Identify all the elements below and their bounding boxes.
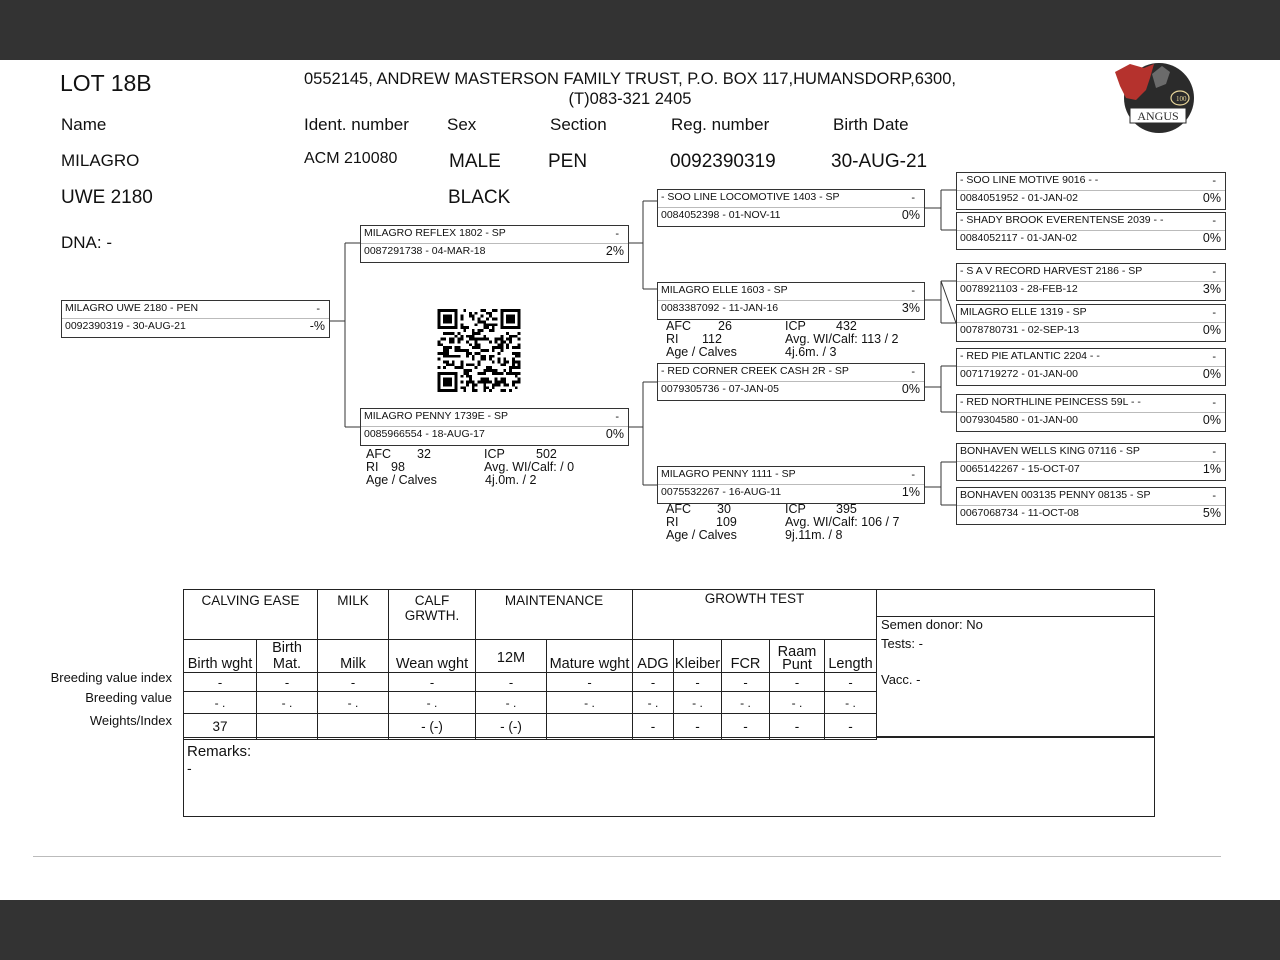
- dds-pct: 1%: [1202, 462, 1221, 476]
- group-milk: MILK: [318, 590, 389, 640]
- stat-age-label: Age / Calves: [666, 528, 737, 542]
- sdd-pct: 0%: [1202, 323, 1221, 337]
- pedigree-sire: [360, 225, 629, 263]
- dss-name: - RED PIE ATLANTIC 2204 - -: [960, 350, 1100, 362]
- dsd-name: - RED NORTHLINE PEINCESS 59L - -: [960, 396, 1141, 408]
- col-milk: Milk: [318, 640, 389, 673]
- ssd-name: - SHADY BROOK EVERENTENSE 2039 - -: [960, 214, 1164, 226]
- bvi-row: [184, 673, 877, 692]
- stat-ri-label: RI: [666, 515, 679, 529]
- ssd-pct: 0%: [1202, 231, 1221, 245]
- subject-reg: 0092390319 - 30-AUG-21: [65, 320, 186, 332]
- stat-age-label: Age / Calves: [366, 473, 437, 487]
- wi-cell: -: [722, 714, 770, 740]
- sdd-dash: -: [1212, 307, 1216, 319]
- dam-name: MILAGRO PENNY 1739E - SP: [364, 410, 508, 422]
- bvi-cell: -: [547, 673, 633, 692]
- col-12m: 12M: [476, 640, 547, 673]
- box-divider: [957, 190, 1225, 191]
- bvi-cell: -: [770, 673, 825, 692]
- tests: Tests: -: [881, 636, 923, 651]
- animal-name-2: UWE 2180: [61, 187, 153, 208]
- col-birth-mat: Birth Mat.: [257, 640, 318, 673]
- header-ident: Ident. number: [304, 115, 409, 134]
- pedigree-dam: [360, 408, 629, 446]
- box-divider: [361, 243, 628, 244]
- pedigree-subject: [61, 300, 330, 338]
- pedigree-dam-sire: [657, 363, 925, 401]
- col-adg: ADG: [633, 640, 674, 673]
- animal-colour: BLACK: [448, 187, 511, 208]
- box-divider: [957, 461, 1225, 462]
- dam-stats: [366, 448, 616, 488]
- header-reg: Reg. number: [671, 115, 770, 134]
- ss-dash: -: [911, 192, 915, 204]
- animal-ident: ACM 210080: [304, 150, 398, 167]
- col-length: Length: [825, 640, 877, 673]
- pedigree-sire-dam: [657, 282, 925, 320]
- col-kleiber: Kleiber: [674, 640, 722, 673]
- dam-reg: 0085966554 - 18-AUG-17: [364, 428, 485, 440]
- sds-name: - S A V RECORD HARVEST 2186 - SP: [960, 265, 1143, 277]
- ddd-reg: 0067068734 - 11-OCT-08: [960, 507, 1079, 519]
- wi-cell: - (-): [476, 714, 547, 740]
- animal-name: MILAGRO: [61, 151, 140, 170]
- col-raam-punt: Raam Punt: [770, 640, 825, 673]
- sd-name: MILAGRO ELLE 1603 - SP: [661, 284, 788, 296]
- stat-icp: 432: [836, 319, 857, 333]
- col-wean-wght: Wean wght: [389, 640, 476, 673]
- subject-pct: -%: [309, 319, 325, 333]
- sd-dash: -: [911, 285, 915, 297]
- stat-icp-label: ICP: [785, 319, 806, 333]
- sire-dash: -: [615, 228, 619, 240]
- remarks-text: -: [187, 760, 192, 776]
- pedigree-sds: [956, 263, 1226, 301]
- bvi-cell: -: [825, 673, 877, 692]
- dd-dash: -: [911, 469, 915, 481]
- bv-cell: - .: [318, 692, 389, 714]
- dds-dash: -: [1212, 446, 1216, 458]
- wi-cell: -: [674, 714, 722, 740]
- box-divider: [361, 426, 628, 427]
- ddd-dash: -: [1212, 490, 1216, 502]
- box-divider: [957, 322, 1225, 323]
- bv-cell: - .: [257, 692, 318, 714]
- col-fcr: FCR: [722, 640, 770, 673]
- row-label-bv: Breeding value: [85, 690, 172, 705]
- animal-birth: 30-AUG-21: [831, 151, 928, 172]
- col-mature-wght: Mature wght: [547, 640, 633, 673]
- sss-dash: -: [1212, 175, 1216, 187]
- box-divider: [658, 300, 924, 301]
- bvi-cell: -: [476, 673, 547, 692]
- bvi-cell: -: [184, 673, 257, 692]
- wi-row: [184, 714, 877, 740]
- wi-cell: 37: [184, 714, 257, 740]
- footer-divider: [33, 856, 1221, 857]
- pedigree-dsd: [956, 394, 1226, 432]
- box-divider: [957, 412, 1225, 413]
- sdd-reg: 0078780731 - 02-SEP-13: [960, 324, 1080, 336]
- sss-name: - SOO LINE MOTIVE 9016 - -: [960, 174, 1099, 186]
- bottom-bar: [0, 900, 1280, 960]
- stat-avg: Avg. WI/Calf: 106 / 7: [785, 515, 900, 529]
- sd-pct: 3%: [901, 301, 920, 315]
- stat-afc-label: AFC: [366, 447, 391, 461]
- bvi-cell: -: [257, 673, 318, 692]
- header-sex: Sex: [447, 115, 477, 134]
- ss-name: - SOO LINE LOCOMOTIVE 1403 - SP: [661, 191, 840, 203]
- owner-line-2: (T)083-321 2405: [568, 90, 692, 108]
- box-divider: [658, 207, 924, 208]
- pedigree-dss: [956, 348, 1226, 386]
- header-birth: Birth Date: [833, 115, 909, 134]
- sss-reg: 0084051952 - 01-JAN-02: [960, 192, 1078, 204]
- dss-pct: 0%: [1202, 367, 1221, 381]
- sds-pct: 3%: [1202, 282, 1221, 296]
- dam-dam-stats: [666, 503, 926, 543]
- ddd-name: BONHAVEN 003135 PENNY 08135 - SP: [960, 489, 1151, 501]
- bv-row: [184, 692, 877, 714]
- ssd-reg: 0084052117 - 01-JAN-02: [960, 232, 1078, 244]
- pedigree-ssd: [956, 212, 1226, 250]
- animal-sex: MALE: [449, 151, 501, 172]
- stat-afc-label: AFC: [666, 319, 691, 333]
- stat-ri-label: RI: [366, 460, 379, 474]
- stat-age: 4j.6m. / 3: [785, 345, 837, 359]
- subject-name: MILAGRO UWE 2180 - PEN: [65, 302, 199, 314]
- group-header-row: [184, 590, 877, 640]
- stat-icp-label: ICP: [785, 502, 806, 516]
- stat-age: 9j.11m. / 8: [785, 528, 843, 542]
- wi-cell: [547, 714, 633, 740]
- stat-icp: 395: [836, 502, 857, 516]
- pedigree-ddd: [956, 487, 1226, 525]
- sds-dash: -: [1212, 266, 1216, 278]
- bv-cell: - .: [722, 692, 770, 714]
- box-divider: [658, 381, 924, 382]
- ss-reg: 0084052398 - 01-NOV-11: [661, 209, 781, 221]
- breeding-value-table: [183, 589, 877, 740]
- dss-dash: -: [1212, 351, 1216, 363]
- dss-reg: 0071719272 - 01-JAN-00: [960, 368, 1078, 380]
- stat-age-label: Age / Calves: [666, 345, 737, 359]
- wi-cell: [318, 714, 389, 740]
- logo-text: ANGUS: [1137, 109, 1179, 123]
- ds-name: - RED CORNER CREEK CASH 2R - SP: [661, 365, 849, 377]
- bvi-cell: -: [722, 673, 770, 692]
- box-divider: [957, 230, 1225, 231]
- bv-cell: - .: [476, 692, 547, 714]
- subject-dash: -: [316, 303, 320, 315]
- pedigree-sdd: [956, 304, 1226, 342]
- remarks-box: [183, 737, 1155, 817]
- group-growth-test: GROWTH TEST: [633, 590, 877, 640]
- side-info-panel: [876, 589, 1155, 737]
- stat-icp: 502: [536, 447, 557, 461]
- sire-name: MILAGRO REFLEX 1802 - SP: [364, 227, 506, 239]
- bv-cell: - .: [389, 692, 476, 714]
- bvi-cell: -: [318, 673, 389, 692]
- wi-cell: [257, 714, 318, 740]
- sire-reg: 0087291738 - 04-MAR-18: [364, 245, 486, 257]
- lot-number: LOT 18B: [60, 70, 152, 96]
- sss-pct: 0%: [1202, 191, 1221, 205]
- dds-reg: 0065142267 - 15-OCT-07: [960, 463, 1080, 475]
- semen-donor: Semen donor: No: [881, 617, 983, 632]
- wi-cell: -: [633, 714, 674, 740]
- pedigree-dam-dam: [657, 466, 925, 504]
- stat-afc-label: AFC: [666, 502, 691, 516]
- column-header-row: [184, 640, 877, 673]
- box-divider: [658, 484, 924, 485]
- stat-ri-label: RI: [666, 332, 679, 346]
- dd-name: MILAGRO PENNY 1111 - SP: [661, 468, 796, 480]
- wi-cell: -: [770, 714, 825, 740]
- ds-pct: 0%: [901, 382, 920, 396]
- dd-reg: 0075532267 - 16-AUG-11: [661, 486, 782, 498]
- stat-avg: Avg. WI/Calf: / 0: [484, 460, 575, 474]
- stat-ri: 98: [391, 460, 405, 474]
- stat-ri: 109: [716, 515, 737, 529]
- header-section: Section: [550, 115, 607, 134]
- sds-reg: 0078921103 - 28-FEB-12: [960, 283, 1078, 295]
- wi-cell: -: [825, 714, 877, 740]
- dd-pct: 1%: [901, 485, 920, 499]
- stat-afc: 26: [718, 319, 732, 333]
- stat-age: 4j.0m. / 2: [485, 473, 537, 487]
- bv-cell: - .: [825, 692, 877, 714]
- stat-ri: 112: [702, 332, 722, 346]
- group-calving-ease: CALVING EASE: [184, 590, 318, 640]
- sd-reg: 0083387092 - 11-JAN-16: [661, 302, 779, 314]
- ds-dash: -: [911, 366, 915, 378]
- ds-reg: 0079305736 - 07-JAN-05: [661, 383, 779, 395]
- pedigree-dds: [956, 443, 1226, 481]
- ss-pct: 0%: [901, 208, 920, 222]
- bv-cell: - .: [547, 692, 633, 714]
- stat-avg: Avg. WI/Calf: 113 / 2: [785, 332, 899, 346]
- group-maintenance: MAINTENANCE: [476, 590, 633, 640]
- stat-icp-label: ICP: [484, 447, 505, 461]
- animal-section: PEN: [548, 151, 588, 172]
- animal-reg: 0092390319: [670, 151, 776, 172]
- bvi-cell: -: [633, 673, 674, 692]
- bv-cell: - .: [674, 692, 722, 714]
- dsd-dash: -: [1212, 397, 1216, 409]
- pedigree-sss: [956, 172, 1226, 210]
- bv-cell: - .: [184, 692, 257, 714]
- row-label-wi: Weights/Index: [89, 713, 172, 728]
- ddd-pct: 5%: [1202, 506, 1221, 520]
- dam-pct: 0%: [605, 427, 624, 441]
- bvi-cell: -: [389, 673, 476, 692]
- sdd-name: MILAGRO ELLE 1319 - SP: [960, 306, 1087, 318]
- ssd-dash: -: [1212, 215, 1216, 227]
- qr-code: [436, 309, 522, 392]
- vaccinations: Vacc. -: [881, 672, 921, 687]
- stat-afc: 30: [717, 502, 731, 516]
- header-name: Name: [61, 115, 107, 134]
- sire-pct: 2%: [605, 244, 624, 258]
- bvi-cell: -: [674, 673, 722, 692]
- row-label-bvi: Breeding value index: [50, 670, 172, 685]
- pedigree-sire-sire: [657, 189, 925, 227]
- group-calf-growth: CALF GRWTH.: [389, 590, 476, 640]
- bv-cell: - .: [770, 692, 825, 714]
- box-divider: [62, 318, 329, 319]
- box-divider: [957, 505, 1225, 506]
- remarks-label: Remarks:: [187, 743, 252, 760]
- wi-cell: - (-): [389, 714, 476, 740]
- logo-badge: 100: [1176, 95, 1187, 103]
- owner-line-1: 0552145, ANDREW MASTERSON FAMILY TRUST, P.O. BOX 117,HUMANSDORP,6300,: [304, 70, 956, 88]
- dam-dash: -: [615, 411, 619, 423]
- bv-cell: - .: [633, 692, 674, 714]
- box-divider: [957, 281, 1225, 282]
- dds-name: BONHAVEN WELLS KING 07116 - SP: [960, 445, 1140, 457]
- col-birth-wght: Birth wght: [184, 640, 257, 673]
- dsd-pct: 0%: [1202, 413, 1221, 427]
- stat-afc: 32: [417, 447, 431, 461]
- dsd-reg: 0079304580 - 01-JAN-00: [960, 414, 1078, 426]
- box-divider: [957, 366, 1225, 367]
- sire-dam-stats: [666, 320, 926, 360]
- animal-dna: DNA: -: [61, 233, 112, 252]
